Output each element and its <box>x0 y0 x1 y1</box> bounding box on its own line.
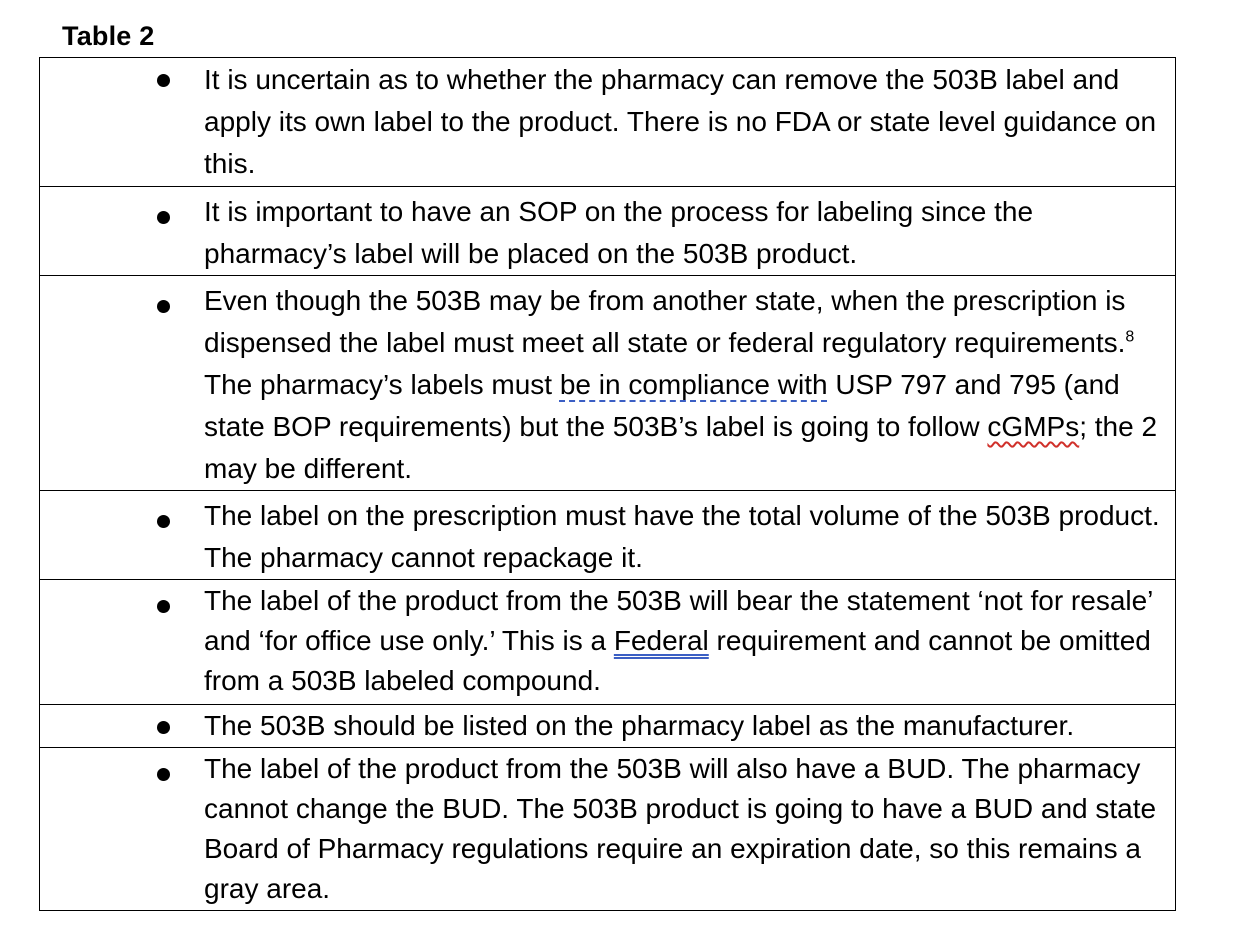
table-cell <box>40 276 1176 491</box>
table-row <box>40 580 1176 705</box>
row-text: It is important to have an SOP on the process for labeling since the pharmacy’s label will be placed on the 503B product. <box>204 196 1034 269</box>
row-text-segment: The label of the product from the 503B will bear the statement ‘not for resale’ and ‘for office use only.’ This is a <box>204 585 1153 656</box>
table-cell <box>40 187 1176 276</box>
bullet-icon <box>157 721 170 734</box>
table-cell <box>40 705 1176 748</box>
table-row <box>40 748 1176 911</box>
list-item <box>40 581 1175 701</box>
list-item <box>40 749 1175 909</box>
bullet-icon <box>157 300 170 313</box>
footnote-marker: 8 <box>1125 328 1135 346</box>
table-row <box>40 491 1176 580</box>
table-row <box>40 187 1176 276</box>
bullet-icon <box>157 211 170 224</box>
table-cell <box>40 491 1176 580</box>
table-cell <box>40 58 1176 187</box>
table-row <box>40 58 1176 187</box>
list-item <box>40 280 1175 490</box>
table-title: Table 2 <box>62 21 155 51</box>
bullet-icon <box>157 600 170 613</box>
bullet-icon <box>157 74 170 87</box>
row-text-segment: Even though the 503B may be from another state, when the prescription is dispensed the label must meet all state or federal regulatory requirements. <box>204 285 1126 358</box>
bullet-icon <box>157 515 170 528</box>
row-text-segment: requirement and cannot be omitted from a 503B labeled compound. <box>204 625 1151 696</box>
table-cell <box>40 580 1176 705</box>
table-cell <box>40 748 1176 911</box>
list-item <box>40 191 1175 275</box>
row-text: The label on the prescription must have the total volume of the 503B product. The pharmacy cannot repackage it. <box>204 500 1160 573</box>
row-text-segment: ; the 2 may be different. <box>204 411 1158 484</box>
table-row <box>40 705 1176 748</box>
row-text: The label of the product from the 503B will also have a BUD. The pharmacy cannot change the BUD. The 503B product is going to have a BUD and state Board of Pharmacy regulations require an expiration date, so this remains a gray area. <box>204 753 1157 904</box>
spelling-flagged-text: cGMPs <box>987 411 1080 442</box>
row-text <box>204 280 1161 490</box>
list-item <box>40 59 1175 185</box>
row-text: It is uncertain as to whether the pharmacy can remove the 503B label and apply its own label to the product. There is no FDA or state level guidance on this. <box>204 64 1157 179</box>
row-text-segment: USP 797 and 795 (and state BOP requirements) but the 503B’s label is going to follow <box>204 369 1120 442</box>
table-row <box>40 276 1176 491</box>
row-text-segment: The pharmacy’s labels must <box>204 369 560 400</box>
row-text <box>204 581 1161 701</box>
list-item <box>40 495 1175 579</box>
bullet-icon <box>157 768 170 781</box>
guidance-table <box>39 57 1176 911</box>
list-item <box>40 705 1175 747</box>
grammar-flagged-text: be in compliance with <box>559 369 828 400</box>
row-text: The 503B should be listed on the pharmacy label as the manufacturer. <box>204 710 1075 741</box>
flagged-text: Federal <box>613 625 709 656</box>
